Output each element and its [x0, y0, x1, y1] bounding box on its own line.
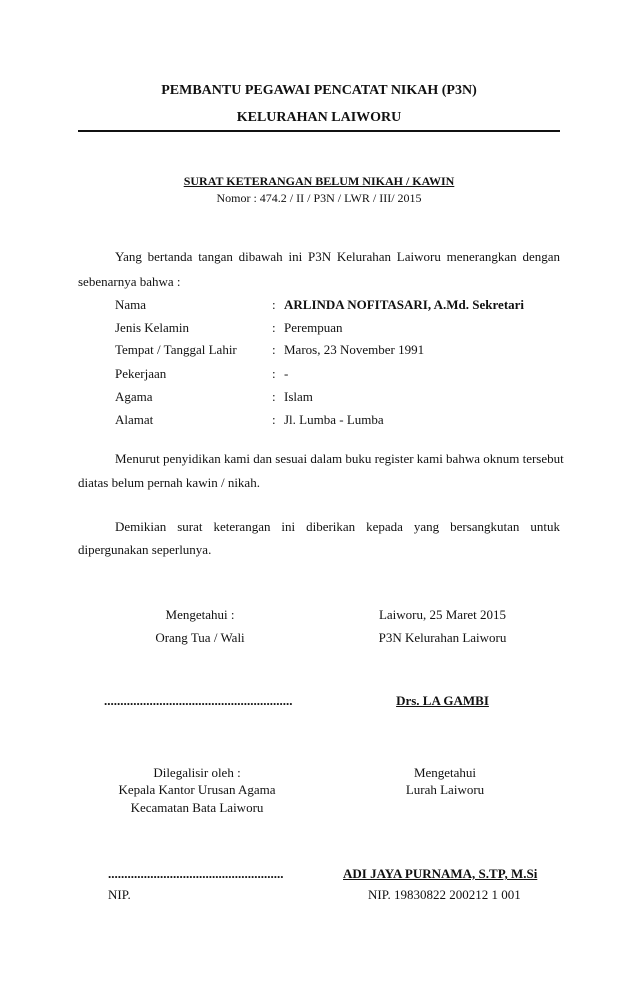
field-value-tempat-tanggal-lahir: Maros, 23 November 1991	[284, 342, 425, 357]
para2-line-1: Menurut penyidikan kami dan sesuai dalam buku register kami bahwa oknum tersebut	[115, 451, 564, 466]
field-label-tempat-tanggal-lahir: Tempat / Tanggal Lahir	[115, 342, 237, 357]
field-label-nama: Nama	[115, 297, 147, 312]
field-label-jenis-kelamin: Jenis Kelamin	[115, 320, 190, 335]
lurah-heading: Mengetahui	[413, 765, 477, 780]
field-colon: :	[272, 366, 276, 381]
lurah-name: ADI JAYA PURNAMA, S.TP, M.Si	[343, 866, 538, 881]
field-value-agama: Islam	[284, 389, 313, 404]
field-value-alamat: Jl. Lumba - Lumba	[284, 412, 384, 427]
para3-line-2: dipergunakan seperlunya.	[78, 542, 212, 557]
lurah-office: Lurah Laiworu	[405, 782, 485, 797]
header-line-1: PEMBANTU PEGAWAI PENCATAT NIKAH (P3N)	[161, 83, 477, 98]
header-line-2: KELURAHAN LAIWORU	[236, 110, 402, 125]
sign-right-name: Drs. LA GAMBI	[396, 693, 489, 708]
legalize-district: Kecamatan Bata Laiworu	[130, 800, 264, 815]
intro-line-2: sebenarnya bahwa :	[78, 274, 181, 289]
legalize-nip: NIP.	[108, 887, 131, 902]
intro-line-1: Yang bertanda tangan dibawah ini P3N Kelurahan Laiworu menerangkan dengan	[115, 249, 560, 264]
field-value-pekerjaan: -	[284, 366, 289, 381]
sign-left-role: Orang Tua / Wali	[155, 630, 245, 645]
legalize-office: Kepala Kantor Urusan Agama	[118, 782, 276, 797]
field-label-pekerjaan: Pekerjaan	[115, 366, 167, 381]
lurah-nip: NIP. 19830822 200212 1 001	[368, 887, 521, 902]
field-colon: :	[272, 297, 276, 312]
sign-right-role: P3N Kelurahan Laiworu	[378, 630, 507, 645]
legalize-signature-line: ......................................................	[108, 866, 284, 881]
field-colon: :	[272, 320, 276, 335]
letter-number: Nomor : 474.2 / II / P3N / LWR / III/ 2015	[216, 191, 422, 205]
field-colon: :	[272, 389, 276, 404]
header-divider	[78, 130, 560, 132]
field-colon: :	[272, 342, 276, 357]
letter-title: SURAT KETERANGAN BELUM NIKAH / KAWIN	[183, 174, 455, 188]
field-colon: :	[272, 412, 276, 427]
para2-line-2: diatas belum pernah kawin / nikah.	[78, 475, 260, 490]
sign-left-signature-line: ..........................................................	[104, 693, 293, 708]
legalize-heading: Dilegalisir oleh :	[153, 765, 241, 780]
para3-line-1: Demikian surat keterangan ini diberikan kepada yang bersangkutan untuk	[115, 519, 560, 534]
field-label-alamat: Alamat	[115, 412, 154, 427]
sign-left-heading: Mengetahui :	[165, 607, 235, 622]
field-value-jenis-kelamin: Perempuan	[284, 320, 343, 335]
sign-right-date: Laiworu, 25 Maret 2015	[378, 607, 507, 622]
field-value-nama: ARLINDA NOFITASARI, A.Md. Sekretari	[284, 297, 525, 312]
field-label-agama: Agama	[115, 389, 153, 404]
